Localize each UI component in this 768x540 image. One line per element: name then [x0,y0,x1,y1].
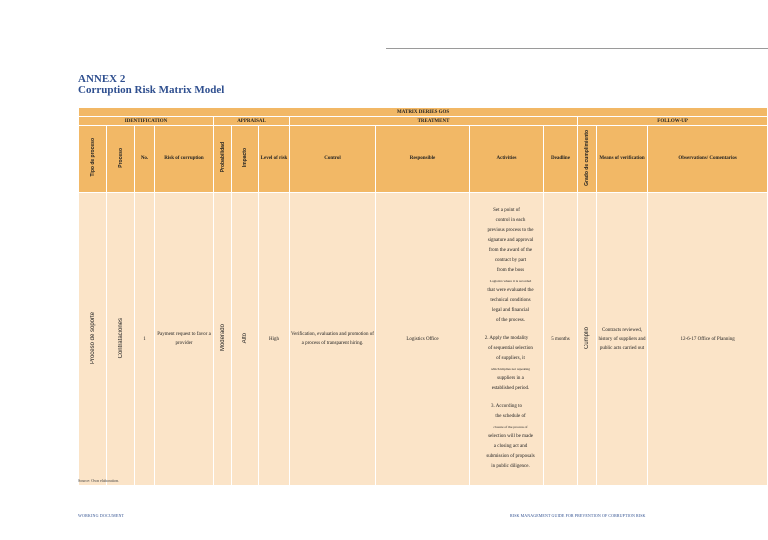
header-activities: Activities [470,126,544,193]
header-means: Means of verification [597,126,648,193]
source-note: Source: Own elaboration. [78,478,119,483]
activity-line: of the process. [495,318,526,323]
activity-line: control in each [495,218,526,223]
risk-matrix-table [78,107,768,486]
activity-line: the schedule of [495,414,526,419]
header-responsible: Responsible [376,126,470,193]
group-followup: FOLLOW-UP [578,117,768,126]
annex-subtitle: Corruption Risk Matrix Model [78,84,225,96]
activity-line: 2. Apply the modality [484,336,529,341]
header-level: Level of risk [259,126,290,193]
header-deadline: Deadline [544,126,578,193]
header-proceso: Proceso [107,126,135,193]
header-no: No. [135,126,155,193]
cell-responsible: Logistics Office [376,193,470,486]
header-rule [386,48,768,49]
matrix-title: MATRIX DERIES GOS [79,108,768,117]
activity-line: selection will be made [488,434,533,439]
activity-line: Set a point of [493,208,520,213]
activity-line: previous process to the [487,228,534,233]
footer-left: WORKING DOCUMENT [78,513,125,518]
header-impacto: Impacto [232,126,259,193]
activity-line: in public diligence. [491,464,530,469]
activity-line: from the boss [496,268,525,273]
activity-line: suppliers in a [497,376,524,381]
activity-line: contract by part [494,258,527,263]
cell-control: Verification, evaluation and promotion of a process of transparent hiring. [290,193,376,486]
cell-no: 1 [135,193,155,486]
activity-line: technical conditions [490,298,531,303]
header-tipo: Tipo de proceso [79,126,107,193]
activity-line: established period. [491,386,530,391]
annex-title: ANNEX 2 [78,73,126,85]
header-grado: Grado de cumplimiento [578,126,597,193]
cell-means: Contracts reviewed, history of suppliers and public acts carried out [597,193,648,486]
group-appraisal: APPRAISAL [214,117,290,126]
activity-line: a closing act and [493,444,528,449]
activity-line: of sequential selection [488,346,533,351]
footer-right: RISK MANAGEMENT GUIDE FOR PREVENTION OF CORRUPTION RISK [510,513,646,518]
table-row [79,193,768,486]
activity-line: 3. According to [491,404,522,409]
cell-observations: 12-6-17 Office of Planning [648,193,768,486]
activity-line: that were evaluated the [487,288,534,293]
cell-grado: Cumplió [578,193,597,486]
cell-risk: Payment request to favor a provider [155,193,214,486]
group-treatment: TREATMENT [290,117,578,126]
cell-probabilidad: Moderado [214,193,232,486]
header-control: Control [290,126,376,193]
activity-line: legal and financial [492,308,529,313]
activity-line: which implies not repeating [491,367,530,371]
header-risk: Risk of corruption [155,126,214,193]
activity-line: of suppliers, it [496,356,525,361]
cell-tipo: Proceso de soporte [79,193,107,486]
cell-level: High [259,193,290,486]
cell-deadline: 5 months [544,193,578,486]
group-identification: IDENTIFICATION [79,117,214,126]
activity-line: closure of the process of [493,425,528,429]
cell-impacto: Alto [232,193,259,486]
activity-line: signature and approval [487,238,534,243]
cell-activities [470,193,544,486]
cell-proceso: Contrataciones [107,193,135,486]
activity-line: from the award of the [488,248,533,253]
activity-line: Logistics where it is recorded [489,279,532,283]
activity-line: submission of proposals [486,454,535,459]
header-observations: Observations/ Comentarios [648,126,768,193]
header-probabilidad: Probabilidad [214,126,232,193]
